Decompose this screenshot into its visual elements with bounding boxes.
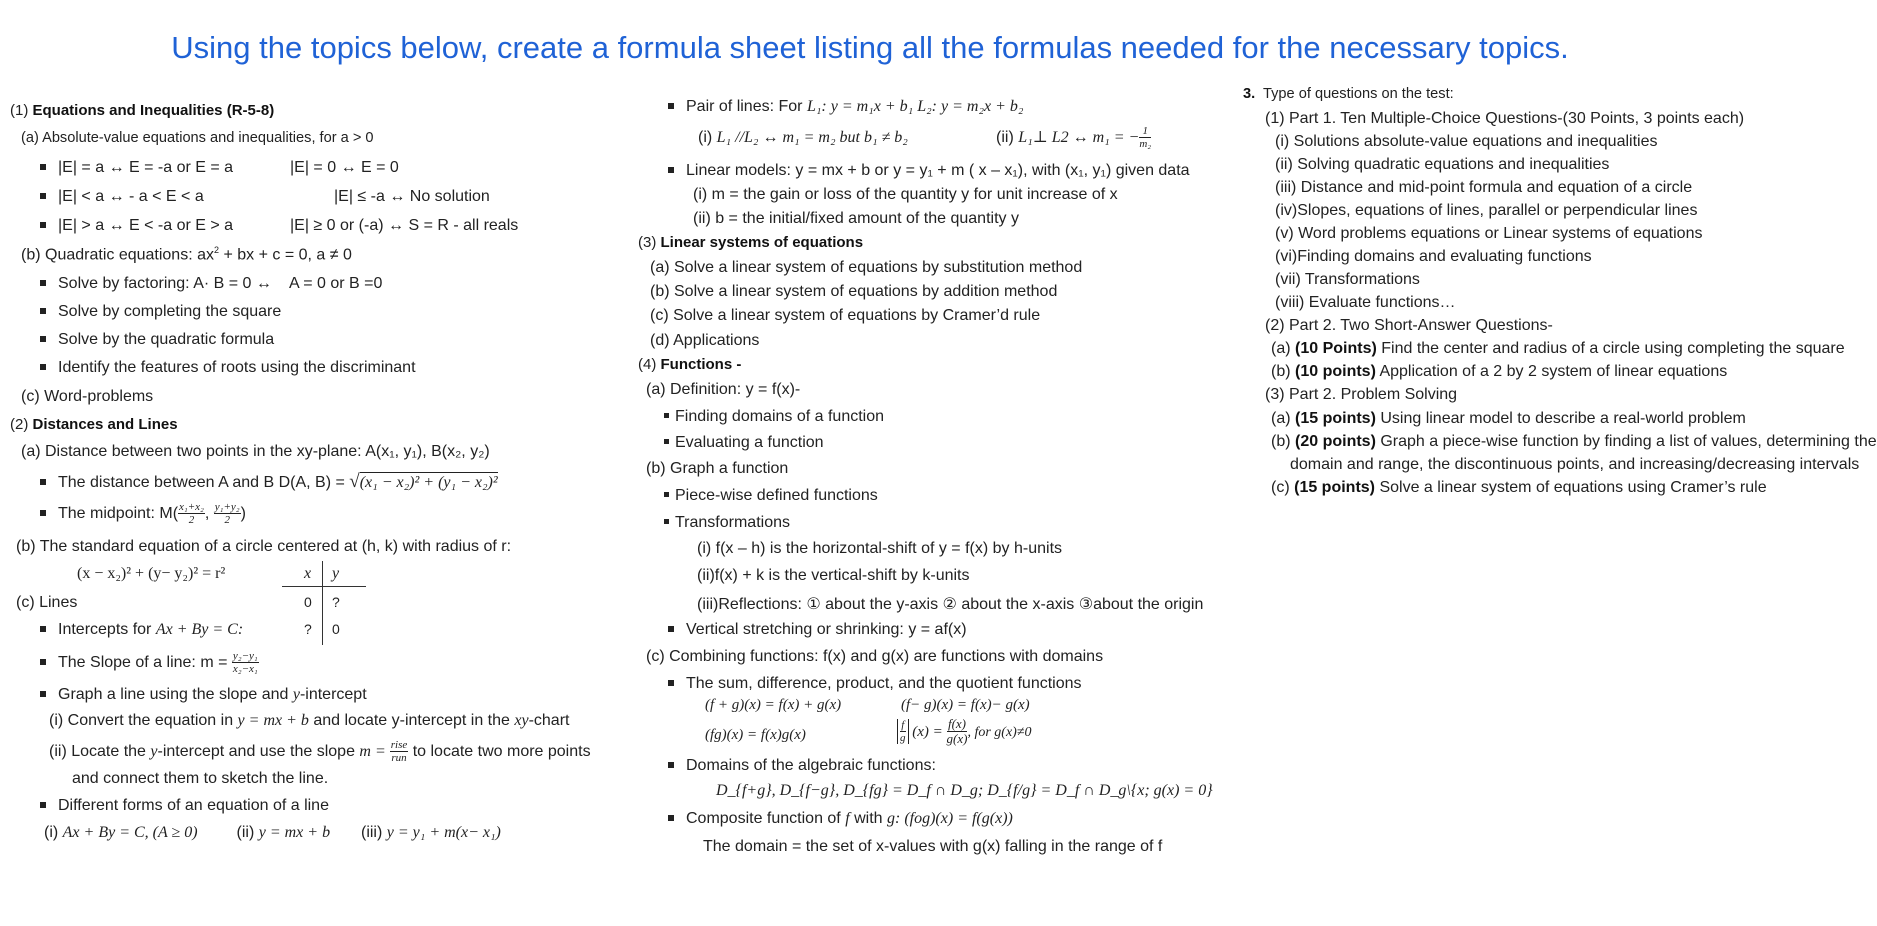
list-item [40,188,204,206]
bullet-icon [40,479,46,485]
difference-function: (f− g)(x) = f(x)− g(x) [901,697,1030,713]
list-item: Transformations [664,514,790,532]
bullet-icon [668,167,674,173]
bullet-icon [668,103,674,109]
linear-model-m: (i) m = the gain or loss of the quantity y for unit increase of x [693,186,1118,203]
subsection-word-problems: (c) Word-problems [21,388,154,405]
transformation-horizontal: (i) f(x – h) is the horizontal-shift of y = f(x) by h-units [697,540,1063,557]
bullet-icon [664,413,669,418]
table-cell: ? [304,621,312,637]
rise-run-fraction: $\frac{\text{rise}}{\text{run}}$ [390,739,408,765]
composite-function: : (fog)(x) = f(g(x)) [895,810,1013,827]
table-header-y: y [332,565,340,582]
functions-definition: (a) Definition: y = f(x)- [646,381,801,398]
bullet-icon [40,280,46,286]
section-number: (1) [10,102,33,119]
table-cell: 0 [304,594,312,610]
table-divider [322,561,323,645]
factoring-result: A = 0 or B =0 [289,275,383,292]
list-item: Solve by factoring: A· B = 0 ↔ [40,275,272,293]
list-item: Solve by completing the square [40,303,281,321]
list-item: (i) Solutions absolute-value equations and inequalities [1275,133,1658,150]
list-item: (a) (15 points) Using linear model to describe a real-world problem [1271,410,1746,427]
list-item: The Slope of a line: m = $\frac{\text{y₂−y₁}}{\text{x₂−x₁}}$ [40,650,259,675]
abs-all-reals: |E| ≥ 0 or (-a) ↔ S = R - all reals [290,217,519,234]
midpoint-x-fraction: $\frac{\text{x₁+x₂}}{2}$ [179,501,204,527]
bullet-icon [40,222,46,228]
bullet-icon [40,336,46,342]
intercept-table [282,561,366,651]
section-1-heading [10,102,274,119]
subsection-distance: (a) Distance between two points in the xy-plane: A(x₁, y₁), B(x₂, y₂) [21,443,490,460]
list-item: Intercepts for Ax + By = C: [40,621,243,639]
list-item: Vertical stretching or shrinking: y = af(x) [668,621,967,639]
domains-formula: D_{f+g}, D_{f−g}, D_{fg} = D_f ∩ D_g; D_{f/g} = D_f ∩ D_g\{x; g(x) = 0} [716,782,1213,799]
list-item: The distance between A and B D(A, B) = √(x₁ − x₂)² + (y₁ − x₂)² [40,471,498,493]
circle-equation: (x − x₂)² + (y− y₂)² = r² [77,565,226,582]
list-item: Piece-wise defined functions [664,487,878,505]
sum-function: (f + g)(x) = f(x) + g(x) [705,697,842,713]
point-slope-form: y = y₁ + m(x− x₁) [386,824,501,841]
page-title: Using the topics below, create a formula sheet listing all the formulas needed for the necessary topics. [171,30,1569,65]
graph-step-2: (ii) Locate the y-intercept and use the slope m = $\frac{\text{rise}}{\text{run}}$ to locate two more points [49,739,591,765]
list-item: Different forms of an equation of a line [40,797,329,815]
pair-of-lines: L₁: y = m₁x + b₁ L₂: y = m₂x + b₂ [806,98,1024,115]
section-4-heading: (4) Functions - [638,356,742,373]
list-item: (a) (10 Points) Find the center and radius of a circle using completing the square [1271,340,1845,357]
abs-inequality-less: |E| < a ↔ - a < E < a [58,188,204,205]
list-item: (b) (20 points) Graph a piece-wise function by finding a list of values, determining the [1271,433,1877,450]
transformation-vertical: (ii)f(x) + k is the vertical-shift by k-units [697,567,970,584]
parallel-lines: (i) L₁ //L₂ ↔ m₁ = m₂ but b₁ ≠ b₂ [698,129,908,146]
list-item: Pair of lines: For L₁: y = m₁x + b₁ L₂: y = m₂x + b₂ [668,98,1023,116]
quotient-function: $\frac{f}{g}$ (x) = $\frac{f(x)}{g(x)}$ , for g(x)≠0 [897,717,1032,747]
list-item: (vi)Finding domains and evaluating functions [1275,248,1592,265]
list-item: Identify the features of roots using the discriminant [40,359,416,377]
bullet-icon [668,762,674,768]
bullet-icon [40,308,46,314]
list-item: (b) (10 points) Application of a 2 by 2 system of linear equations [1271,363,1728,380]
list-item-continued: domain and range, the discontinuous points, and increasing/decreasing intervals [1290,456,1860,473]
perpendicular-lines: (ii) L₁⊥ L2 ↔ m₁ = − $\frac{1}{\text{m₂}}$ [996,125,1152,151]
list-item: (v) Word problems equations or Linear systems of equations [1275,225,1703,242]
bullet-icon [40,364,46,370]
section-3-heading: (3) Linear systems of equations [638,234,864,251]
sqrt-icon: √ [349,471,360,492]
graph-function: (b) Graph a function [646,460,789,477]
composite-domain: The domain = the set of x-values with g(x) falling in the range of f [703,838,1163,855]
list-item: Finding domains of a function [664,408,884,426]
graph-step-2-continued: and connect them to sketch the line. [72,770,329,787]
bullet-icon [664,439,669,444]
part-1-heading: (1) Part 1. Ten Multiple-Choice Questions-(30 Points, 3 points each) [1265,110,1745,127]
abs-no-solution: |E| ≤ -a ↔ No solution [334,188,490,205]
part-3-heading: (3) Part 2. Problem Solving [1265,386,1458,403]
slope-intercept-form: y = mx + b [258,824,331,841]
list-item: (c) Solve a linear system of equations by Cramer’d rule [650,307,1041,324]
bullet-icon [40,164,46,170]
bullet-icon [40,691,46,697]
list-item: (b) Solve a linear system of equations by addition method [650,283,1058,300]
linear-model-b: (ii) b = the initial/fixed amount of the quantity y [693,210,1019,227]
subsection-circle: (b) The standard equation of a circle centered at (h, k) with radius of r: [16,538,512,555]
list-item [40,217,233,235]
list-item: (viii) Evaluate functions… [1275,294,1456,311]
midpoint-y-fraction: $\frac{\text{y₁+y₂}}{2}$ [214,501,240,527]
bullet-icon [40,802,46,808]
bullet-icon [40,659,46,665]
list-item: Solve by the quadratic formula [40,331,274,349]
standard-form: Ax + By = C, (A ≥ 0) [62,824,198,841]
distance-formula: (x₁ − x₂)² + (y₁ − x₂)² [359,474,498,491]
bullet-icon [668,626,674,632]
list-item: (iv)Slopes, equations of lines, parallel or perpendicular lines [1275,202,1698,219]
list-item: (ii) Solving quadratic equations and inequalities [1275,156,1610,173]
list-item [40,159,233,177]
list-item: The sum, difference, product, and the quotient functions [668,675,1082,693]
section-title: Equations and Inequalities (R-5-8) [32,102,275,119]
list-item: (a) Solve a linear system of equations by substitution method [650,259,1083,276]
transformation-reflections: (iii)Reflections: ① about the y-axis ② about the x-axis ③about the origin [697,596,1204,613]
graph-step-1: (i) Convert the equation in y = mx + b and locate y-intercept in the xy-chart [49,712,570,729]
table-header-x: x [304,565,312,582]
section-2-heading: (2) Distances and Lines [10,416,178,433]
bullet-icon [40,510,46,516]
abs-equation: |E| = a ↔ E = -a or E = a [58,159,234,176]
list-item: (d) Applications [650,332,760,349]
bullet-icon [668,815,674,821]
perp-slope-fraction: $\frac{1}{\text{m₂}}$ [1139,125,1152,151]
abs-equation-zero: |E| = 0 ↔ E = 0 [290,159,399,176]
table-divider [282,586,366,587]
subsection-quadratic: (b) Quadratic equations: $ax^2$ + bx + c = 0, a ≠ 0 [21,245,352,264]
list-item: Composite function of f with g: (fog)(x) = f(g(x)) [668,810,1013,828]
list-item: (vii) Transformations [1275,271,1420,288]
list-item: (iii) Distance and mid-point formula and equation of a circle [1275,179,1693,196]
bullet-icon [40,626,46,632]
table-cell: ? [332,594,340,610]
slope-fraction: $\frac{\text{y₂−y₁}}{\text{x₂−x₁}}$ [232,650,258,676]
list-item: Linear models: y = mx + b or y = y₁ + m ( x – x₁), with (x₁, y₁) given data [668,162,1190,180]
list-item: Domains of the algebraic functions: [668,757,936,775]
list-item: The midpoint: M( $\frac{\text{x₁+x₂}}{2}$ , $\frac{\text{y₁+y₂}}{2}$ ) [40,501,246,526]
bullet-icon [668,680,674,686]
abs-inequality-greater: |E| > a ↔ E < -a or E > a [58,217,234,234]
bullet-icon [40,193,46,199]
list-item: Graph a line using the slope and y-intercept [40,686,367,704]
test-types-heading: 3. Type of questions on the test: [1243,86,1454,102]
bullet-icon [664,492,669,497]
subsection-absolute-value: (a) Absolute-value equations and inequalities, for a > 0 [21,130,374,146]
part-2-heading: (2) Part 2. Two Short-Answer Questions- [1265,317,1553,334]
product-function: (fg)(x) = f(x)g(x) [705,727,806,743]
line-forms: (i) Ax + By = C, (A ≥ 0) (ii) y = mx + b (iii) y = y₁ + m(x− x₁) [44,824,501,841]
list-item: Evaluating a function [664,434,824,452]
list-item: (c) (15 points) Solve a linear system of equations using Cramer’s rule [1271,479,1767,496]
table-cell: 0 [332,621,340,637]
bullet-icon [664,519,669,524]
combining-functions: (c) Combining functions: f(x) and g(x) are functions with domains [646,648,1104,665]
subsection-lines: (c) Lines [16,594,78,611]
